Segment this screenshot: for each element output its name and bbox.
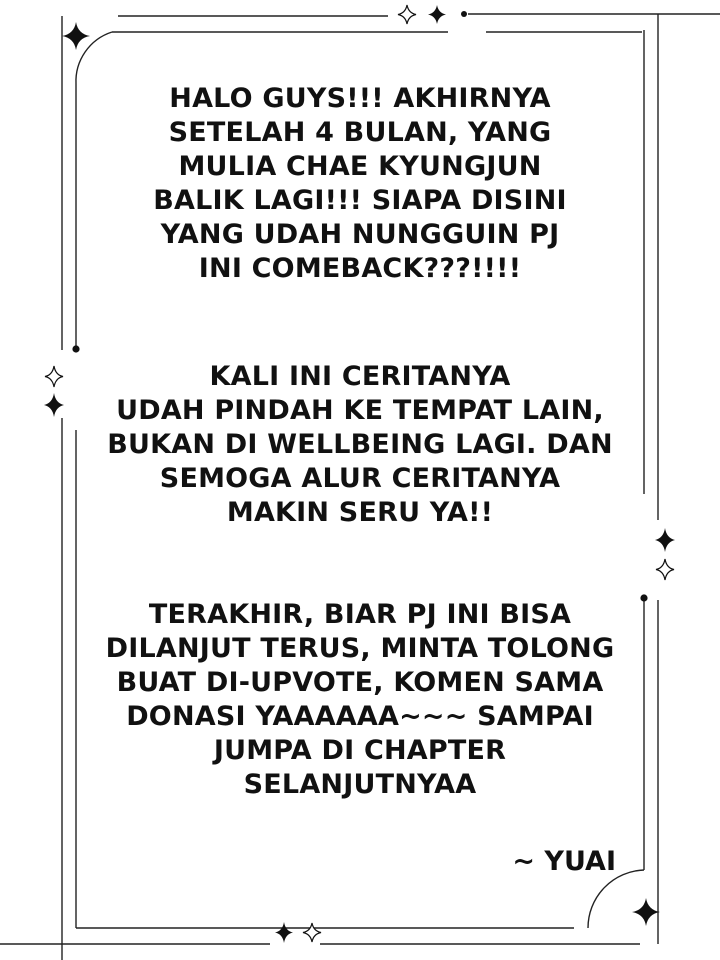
sparkle-filled-icon [632,898,660,926]
dot-icon [72,345,79,352]
signature: ~ YUAI [512,846,616,877]
sparkle-filled-icon [44,393,64,417]
dot-icon [461,11,467,17]
sparkle-filled-icon [62,22,90,50]
sparkle-outline-icon [398,5,416,24]
message-paragraph-greeting: HALO GUYS!!! AKHIRNYA SETELAH 4 BULAN, YANG MULIA CHAE KYUNGJUN BALIK LAGI!!! SIAPA DISINI YANG UDAH NUNGGUIN PJ INI COMEBACK???!!!! [153,83,567,284]
corner-arc-top-left [76,32,112,84]
sparkle-outline-icon [656,559,674,580]
sparkle-filled-icon [275,922,293,943]
sparkle-filled-icon [655,528,675,552]
dot-icon [640,594,647,601]
message-paragraph-story: KALI INI CERITANYA UDAH PINDAH KE TEMPAT LAIN, BUKAN DI WELLBEING LAGI. DAN SEMOGA ALUR CERITANYA MAKIN SERU YA!! [107,361,613,528]
sparkle-outline-icon [303,923,321,942]
sparkle-outline-icon [45,366,63,387]
sparkle-filled-icon [428,5,446,24]
message-paragraph-request: TERAKHIR, BIAR PJ INI BISA DILANJUT TERUS, MINTA TOLONG BUAT DI-UPVOTE, KOMEN SAMA DONASI YAAAAAA~~~ SAMPAI JUMPA DI CHAPTER SELANJUTNYAA [105,599,615,800]
